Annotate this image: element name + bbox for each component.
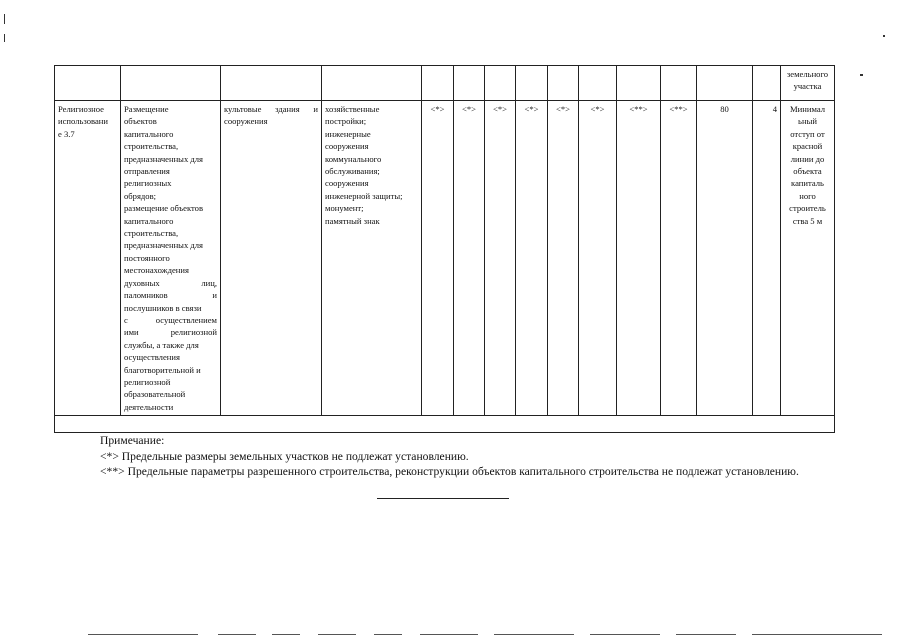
text-line: обслуживания; bbox=[325, 166, 380, 177]
text-line: Размещение bbox=[124, 104, 169, 114]
text-line: постройки; bbox=[325, 116, 367, 127]
cell-min-setback bbox=[781, 101, 835, 416]
notes-title: Примечание: bbox=[100, 434, 165, 447]
text-line: отступ от bbox=[790, 128, 825, 139]
text-line: религиозной bbox=[124, 376, 171, 387]
table-cell bbox=[753, 66, 781, 101]
text-line: хозяйственные bbox=[325, 104, 380, 114]
cell-mark: <**> bbox=[617, 101, 661, 416]
scan-edge bbox=[752, 634, 882, 635]
text-line: объекта bbox=[793, 166, 822, 177]
text-line: строительства, bbox=[124, 228, 179, 239]
text-line: послушников в связи bbox=[124, 302, 202, 313]
scan-mark bbox=[4, 14, 5, 24]
table-cell bbox=[422, 66, 454, 101]
text-line: сооружения bbox=[325, 178, 369, 189]
text-line: Религиозное bbox=[58, 104, 104, 114]
notes-section bbox=[100, 433, 800, 480]
scan-edge bbox=[420, 634, 478, 635]
table-cell bbox=[454, 66, 485, 101]
scan-mark bbox=[883, 35, 885, 37]
text-line: капиталь bbox=[791, 178, 824, 189]
text-line: Минимал bbox=[790, 104, 825, 114]
text-line: местонахождения bbox=[124, 265, 189, 276]
separator-line bbox=[377, 498, 509, 499]
note-double-star: <**> Предельные параметры разрешенного строительства, реконструкции объектов капитального строительства не подлежат установлению. bbox=[100, 465, 799, 478]
cell-max-coverage-percent: 80 bbox=[697, 101, 753, 416]
text-line: памятный знак bbox=[325, 215, 380, 226]
note-single-star: <*> Предельные размеры земельных участков не подлежат установлению. bbox=[100, 449, 469, 463]
text-line: строительства, bbox=[124, 141, 179, 152]
text-line: ими религиозной bbox=[124, 327, 217, 338]
text-line: объектов bbox=[124, 116, 157, 127]
cell-mark: <**> bbox=[661, 101, 697, 416]
text-line: строитель bbox=[789, 203, 826, 214]
text-line: красной bbox=[792, 141, 823, 152]
text-line: паломников и bbox=[124, 290, 217, 301]
table-cell bbox=[697, 66, 753, 101]
scan-edge bbox=[218, 634, 256, 635]
text-line: сооружения bbox=[325, 141, 369, 152]
table-cell bbox=[516, 66, 548, 101]
text-line: службы, а также для bbox=[124, 339, 199, 350]
scan-edge bbox=[590, 634, 660, 635]
text-line: монумент; bbox=[325, 203, 364, 214]
table-bottom-row bbox=[55, 416, 835, 433]
header-cell-land-plot: земельного участка bbox=[781, 66, 835, 101]
text-line: размещение объектов bbox=[124, 203, 204, 214]
table-row-religious-use bbox=[55, 101, 835, 416]
cell-use-description bbox=[121, 101, 221, 416]
text-line: инженерной защиты; bbox=[325, 190, 403, 201]
table-cell bbox=[55, 416, 835, 433]
text-line: благотворительной и bbox=[124, 364, 201, 375]
scan-edge bbox=[318, 634, 356, 635]
text-line: осуществления bbox=[124, 352, 180, 363]
scan-edge bbox=[374, 634, 402, 635]
text-line: ного bbox=[799, 190, 816, 201]
table-cell bbox=[485, 66, 516, 101]
text-line: обрядов; bbox=[124, 190, 157, 201]
scan-mark bbox=[4, 34, 5, 42]
land-use-table bbox=[54, 65, 835, 433]
text-line: коммунального bbox=[325, 153, 382, 164]
text-line: предназначенных для bbox=[124, 153, 204, 164]
text-line: религиозных bbox=[124, 178, 172, 189]
text-line: капитального bbox=[124, 128, 174, 139]
cell-max-floors: 4 bbox=[753, 101, 781, 416]
table-cell bbox=[55, 66, 121, 101]
text-line: образовательной bbox=[124, 389, 186, 400]
text-line: культовые здания и bbox=[224, 104, 318, 114]
table-cell bbox=[548, 66, 579, 101]
text-line: предназначенных для bbox=[124, 240, 204, 251]
table-cell bbox=[221, 66, 322, 101]
cell-use-name bbox=[55, 101, 121, 416]
scan-edge bbox=[494, 634, 574, 635]
table-header-row bbox=[55, 66, 835, 101]
scan-edge bbox=[272, 634, 300, 635]
text-line: использовани bbox=[58, 116, 109, 127]
cell-mark: <*> bbox=[422, 101, 454, 416]
text-line: духовных лиц, bbox=[124, 277, 217, 288]
text-line: инженерные bbox=[325, 128, 371, 139]
cell-mark: <*> bbox=[516, 101, 548, 416]
table-cell bbox=[579, 66, 617, 101]
cell-main-permitted-objects bbox=[221, 101, 322, 416]
table-cell bbox=[322, 66, 422, 101]
scan-edge bbox=[88, 634, 198, 635]
scan-edge bbox=[676, 634, 736, 635]
text-line: сооружения bbox=[224, 116, 268, 127]
cell-mark: <*> bbox=[454, 101, 485, 416]
cell-mark: <*> bbox=[548, 101, 579, 416]
cell-auxiliary-objects bbox=[322, 101, 422, 416]
text-line: деятельности bbox=[124, 401, 174, 412]
table-cell bbox=[661, 66, 697, 101]
text-line: постоянного bbox=[124, 252, 170, 263]
text-line: линии до bbox=[790, 153, 825, 164]
table-cell bbox=[121, 66, 221, 101]
scan-mark bbox=[860, 74, 863, 76]
text-line: с осуществлением bbox=[124, 314, 217, 325]
text-line: ства 5 м bbox=[792, 215, 823, 226]
text-line: ьный bbox=[798, 116, 817, 127]
cell-mark: <*> bbox=[485, 101, 516, 416]
text-line: е 3.7 bbox=[58, 128, 75, 139]
table-cell bbox=[617, 66, 661, 101]
text-line: капитального bbox=[124, 215, 174, 226]
cell-mark: <*> bbox=[579, 101, 617, 416]
text-line: отправления bbox=[124, 166, 170, 177]
